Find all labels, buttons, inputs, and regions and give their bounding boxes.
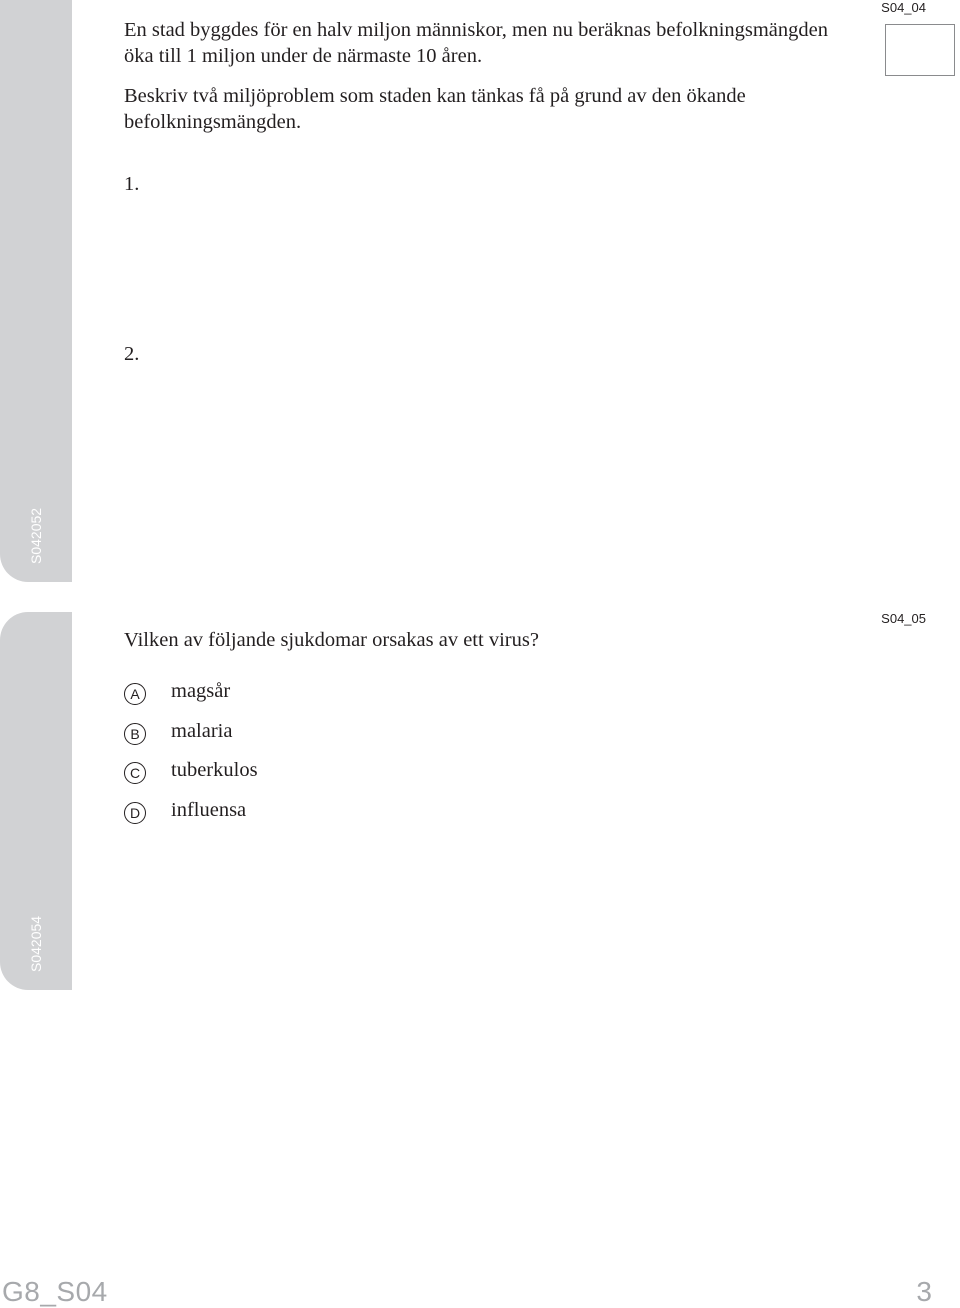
item-code: S04_04 xyxy=(881,0,926,15)
option-text: influensa xyxy=(171,799,247,821)
option-text: malaria xyxy=(171,720,233,742)
question-prompt: Vilken av följande sjukdomar orsakas av ett virus? xyxy=(124,629,539,651)
score-box xyxy=(885,24,955,76)
question-prompt: Beskriv två miljöproblem som staden kan tänkas få på grund av den ökande befolkningsmängden. xyxy=(124,85,746,133)
question-sidebar xyxy=(0,0,72,582)
answer-label-2: 2. xyxy=(124,343,140,365)
option-letter: B xyxy=(124,723,146,745)
item-code: S04_05 xyxy=(881,611,926,626)
option-text: tuberkulos xyxy=(171,759,258,781)
question-intro: En stad byggdes för en halv miljon människor, men nu beräknas befolkningsmängden öka till 1 miljon under de närmaste 10 åren. xyxy=(124,19,829,67)
option-letter: A xyxy=(124,683,146,705)
option-letter: D xyxy=(124,802,146,824)
answer-label-1: 1. xyxy=(124,173,140,195)
option-text: magsår xyxy=(171,680,231,702)
booklet-code: G8_S04 xyxy=(2,1276,108,1307)
option-letter: C xyxy=(124,762,146,784)
page-number: 3 xyxy=(916,1276,932,1307)
